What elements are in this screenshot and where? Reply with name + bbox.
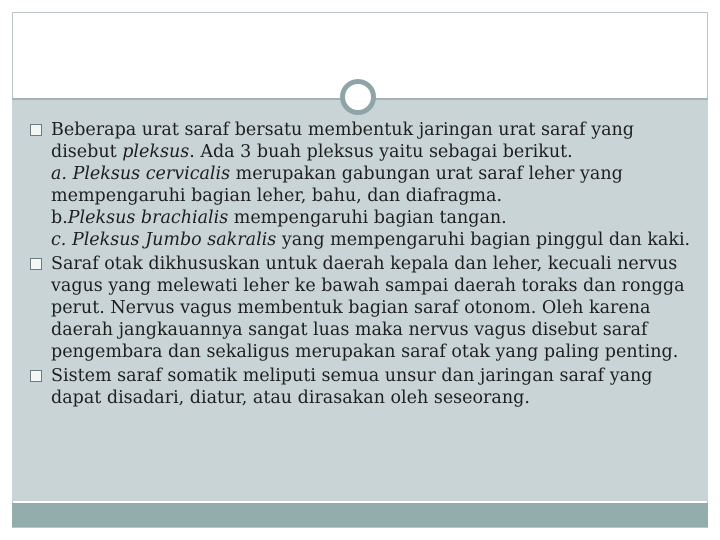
sub-item-cervicalis xyxy=(51,163,700,207)
sub-item-term: Pleksus brachialis xyxy=(67,208,229,228)
bullet-box-icon xyxy=(30,258,42,270)
bullet-emphasis: pleksus xyxy=(122,142,190,162)
bullet-text: Sistem saraf somatik meliputi semua unsur dan jaringan saraf yang dapat disadari, diatur, atau dirasakan oleh seseorang. xyxy=(51,366,653,408)
sub-item-term: Pleksus cervicalis xyxy=(72,164,231,184)
sub-item-text: mempengaruhi bagian tangan. xyxy=(228,208,507,228)
sub-item-prefix: a. xyxy=(51,164,73,184)
bullet-saraf-somatik xyxy=(30,365,700,409)
sub-item-prefix: c. xyxy=(51,230,72,250)
sub-item-brachialis xyxy=(51,207,700,229)
bullet-box-icon xyxy=(30,124,42,136)
slide-content xyxy=(30,119,700,411)
sub-item-text: merupakan gabungan urat saraf leher yang mempengaruhi bagian leher, bahu, dan diafragma. xyxy=(51,164,623,206)
bullet-box-icon xyxy=(30,370,42,382)
bullet-text: Beberapa urat saraf bersatu membentuk jaringan urat saraf yang disebut xyxy=(51,120,635,162)
footer-bar xyxy=(12,503,708,527)
bullet-saraf-otak xyxy=(30,253,700,363)
sub-item-jumbo-sakralis xyxy=(51,229,700,251)
bullet-pleksus xyxy=(30,119,700,251)
sub-item-term: Pleksus Jumbo sakralis xyxy=(71,230,277,250)
circle-ornament xyxy=(340,79,376,115)
bullet-text-end: . Ada 3 buah pleksus yaitu sebagai berikut. xyxy=(189,142,573,162)
sub-item-text: yang mempengaruhi bagian pinggul dan kaki. xyxy=(276,230,691,250)
bullet-text: Saraf otak dikhususkan untuk daerah kepala dan leher, kecuali nervus vagus yang melewati leher ke bawah sampai daerah toraks dan rongga perut. Nervus vagus membentuk bagian saraf otonom. Oleh karena daerah jangkauannya sangat luas maka nervus vagus disebut saraf pengembara dan sekaligus merupakan saraf otak yang paling penting. xyxy=(51,254,685,362)
sub-item-prefix: b. xyxy=(51,208,68,228)
